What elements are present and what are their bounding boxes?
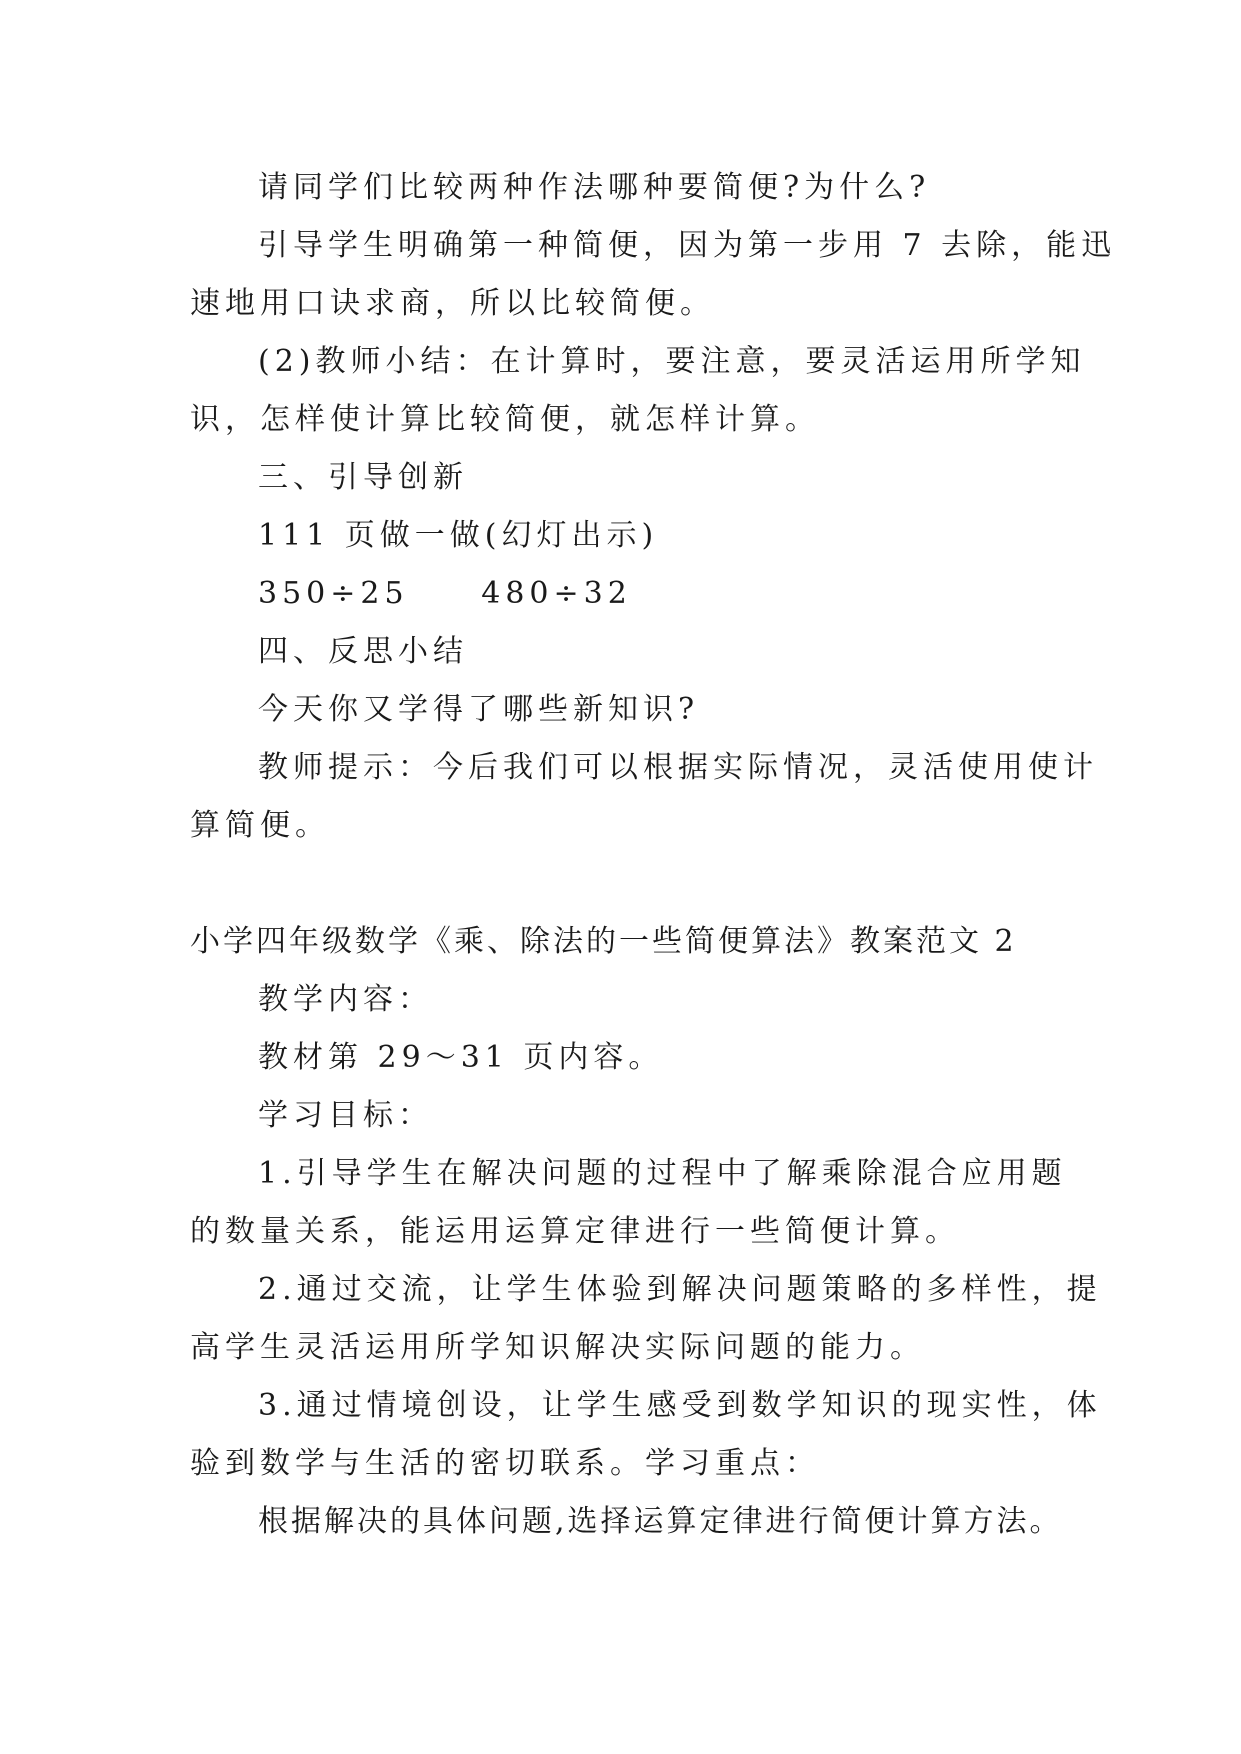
section-heading: 学习目标： <box>258 1098 433 1133</box>
paragraph-line: 请同学们比较两种作法哪种要简便?为什么? <box>258 170 931 205</box>
paragraph-line: 引导学生明确第一种简便，因为第一步用 7 去除，能迅 <box>258 228 1117 263</box>
section-heading: 四、反思小结 <box>258 634 468 669</box>
section-heading: 三、引导创新 <box>258 460 468 495</box>
paragraph-line: 教师提示：今后我们可以根据实际情况，灵活使用使计 <box>258 750 1098 785</box>
paragraph-line: 教材第 29～31 页内容。 <box>258 1040 664 1075</box>
paragraph-line: 3.通过情境创设，让学生感受到数学知识的现实性，体 <box>258 1388 1102 1423</box>
paragraph-line: 验到数学与生活的密切联系。学习重点： <box>190 1446 820 1481</box>
section-heading: 教学内容： <box>258 982 433 1017</box>
paragraph-line: 111 页做一做(幻灯出示) <box>258 518 659 553</box>
paragraph-line: 350÷25 480÷32 <box>258 576 632 611</box>
paragraph-line: 速地用口诀求商，所以比较简便。 <box>190 286 715 321</box>
paragraph-line: 算简便。 <box>190 808 330 843</box>
paragraph-line: 根据解决的具体问题,选择运算定律进行简便计算方法。 <box>258 1504 1063 1539</box>
paragraph-line: 的数量关系，能运用运算定律进行一些简便计算。 <box>190 1214 960 1249</box>
paragraph-line: 今天你又学得了哪些新知识? <box>258 692 700 727</box>
paragraph-line: 1.引导学生在解决问题的过程中了解乘除混合应用题 <box>258 1156 1067 1191</box>
paragraph-line: 识，怎样使计算比较简便，就怎样计算。 <box>190 402 820 437</box>
paragraph-line: 高学生灵活运用所学知识解决实际问题的能力。 <box>190 1330 925 1365</box>
paragraph-line: (2)教师小结：在计算时，要注意，要灵活运用所学知 <box>258 344 1086 379</box>
document-subtitle: 小学四年级数学《乘、除法的一些简便算法》教案范文 2 <box>190 924 1017 959</box>
paragraph-line: 2.通过交流，让学生体验到解决问题策略的多样性，提 <box>258 1272 1102 1307</box>
